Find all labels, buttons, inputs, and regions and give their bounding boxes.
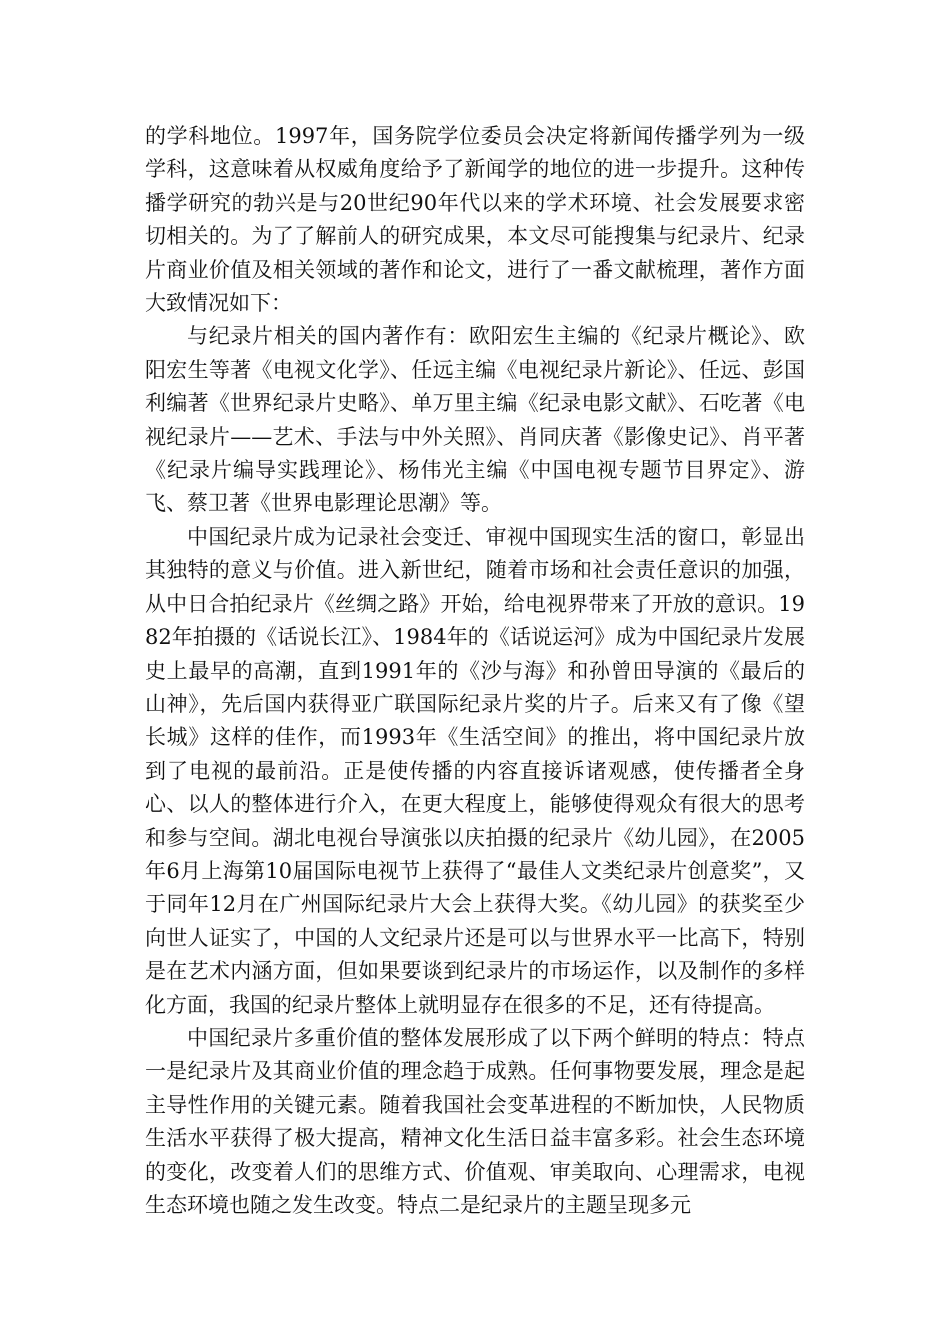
body-text <box>145 120 805 1222</box>
paragraph-2: 与纪录片相关的国内著作有：欧阳宏生主编的《纪录片概论》、欧阳宏生等著《电视文化学》、任远主编《电视纪录片新论》、任远、彭国利编著《世界纪录片史略》、单万里主编《纪录电影文献》、石吃著《电视纪录片——艺术、手法与中外关照》、肖同庆著《影像史记》、肖平著《纪录片编导实践理论》、杨伟光主编《中国电视专题节目界定》、游飞、蔡卫著《世界电影理论思潮》等。 <box>145 324 805 516</box>
paragraph-3: 中国纪录片成为记录社会变迁、审视中国现实生活的窗口，彰显出其独特的意义与价值。进入新世纪，随着市场和社会责任意识的加强，从中日合拍纪录片《丝绸之路》开始，给电视界带来了开放的意识。1982年拍摄的《话说长江》、1984年的《话说运河》成为中国纪录片发展史上最早的高潮，直到1991年的《沙与海》和孙曾田导演的《最后的山神》，先后国内获得亚广联国际纪录片奖的片子。后来又有了像《望长城》这样的佳作，而1993年《生活空间》的推出，将中国纪录片放到了电视的最前沿。正是使传播的内容直接诉诸观感，使传播者全身心、以人的整体进行介入，在更大程度上，能够使得观众有很大的思考和参与空间。湖北电视台导演张以庆拍摄的纪录片《幼儿园》，在2005年6月上海第10届国际电视节上获得了“最佳人文类纪录片创意奖”，又于同年12月在广州国际纪录片大会上获得大奖。《幼儿园》的获奖至少向世人证实了，中国的人文纪录片还是可以与世界水平一比高下，特别是在艺术内涵方面，但如果要谈到纪录片的市场运作，以及制作的多样化方面，我国的纪录片整体上就明显存在很多的不足，还有待提高。 <box>145 524 805 1017</box>
paragraph-1: 的学科地位。1997年，国务院学位委员会决定将新闻传播学列为一级学科，这意味着从权威角度给予了新闻学的地位的进一步提升。这种传播学研究的勃兴是与20世纪90年代以来的学术环境、社会发展要求密切相关的。为了了解前人的研究成果，本文尽可能搜集与纪录片、纪录片商业价值及相关领域的著作和论文，进行了一番文献梳理，著作方面大致情况如下： <box>145 124 805 316</box>
paragraph-4: 中国纪录片多重价值的整体发展形成了以下两个鲜明的特点：特点一是纪录片及其商业价值的理念趋于成熟。任何事物要发展，理念是起主导性作用的关键元素。随着我国社会变革进程的不断加快，人民物质生活水平获得了极大提高，精神文化生活日益丰富多彩。社会生态环境的变化，改变着人们的思维方式、价值观、审美取向、心理需求，电视生态环境也随之发生改变。特点二是纪录片的主题呈现多元 <box>145 1025 805 1217</box>
